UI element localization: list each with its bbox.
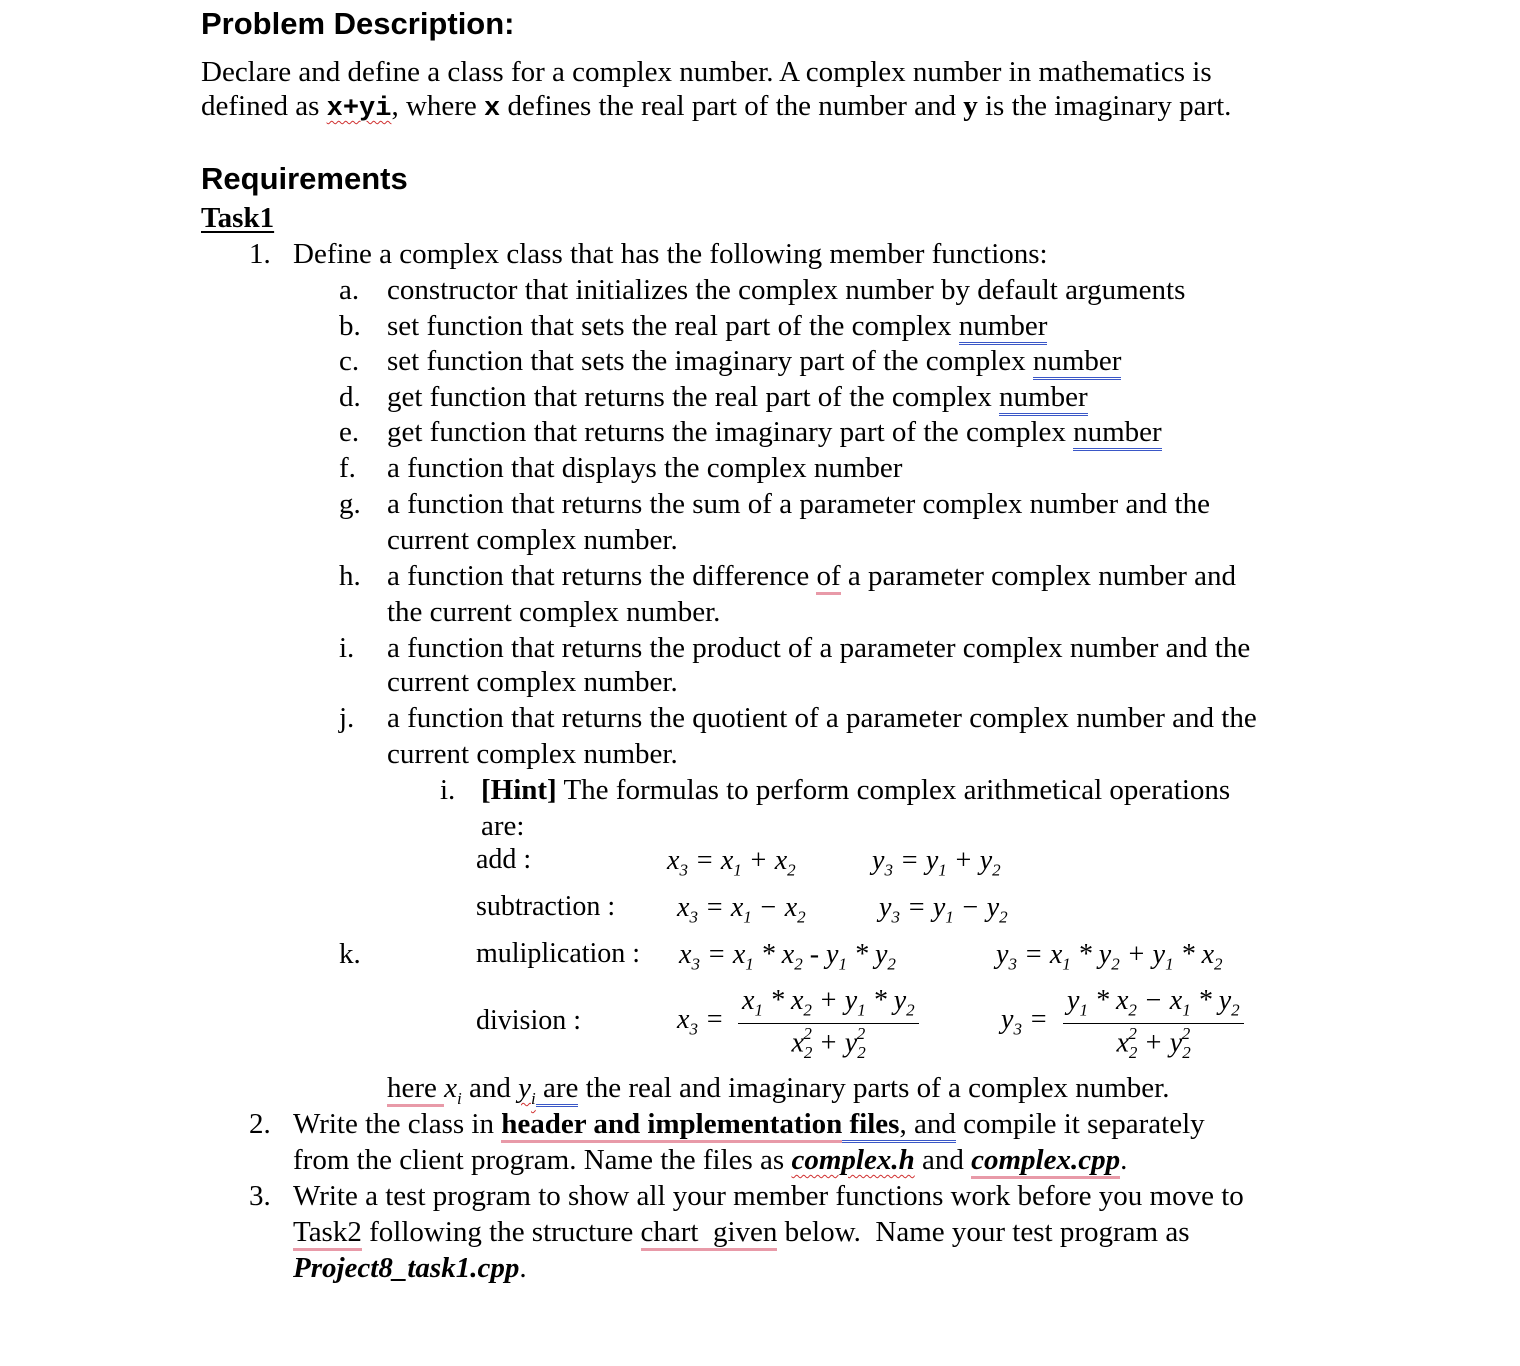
note-yi-sub: i xyxy=(531,1088,536,1108)
item-1-number: 1. xyxy=(249,238,271,270)
subitem-f-letter: f. xyxy=(339,452,356,484)
subitem-c-tail: number xyxy=(1033,345,1122,380)
div-y-lhs: $y_3$ = xyxy=(1001,1004,1048,1039)
item-2-bold: header and implementation xyxy=(501,1108,842,1143)
subitem-b-main: set function that sets the real part of the complex xyxy=(387,310,959,342)
hint-text xyxy=(481,772,1230,808)
item-2-line-2-pre: from the client program. Name the files as xyxy=(293,1144,792,1176)
subitem-c-letter: c. xyxy=(339,345,360,377)
item-2-line-1 xyxy=(293,1106,1205,1142)
div-y-fraction: $\frac{y_1 * x_2 - x_1 * y_2}{x_2^2 + y_2^2}$ xyxy=(1063,985,1244,1063)
hint-number: i. xyxy=(440,774,456,806)
subitem-b-letter: b. xyxy=(339,310,361,342)
item-3-number: 3. xyxy=(249,1180,271,1212)
task1-heading: Task1 xyxy=(201,202,275,234)
code-xyi: x+yi xyxy=(326,94,392,124)
subitem-h-text-2: the current complex number. xyxy=(387,596,721,628)
subitem-h-post: a parameter complex number and xyxy=(840,560,1236,592)
problem-line-2 xyxy=(201,88,1231,127)
subitem-c-text xyxy=(387,343,1121,379)
subitem-d-main: get function that returns the real part of the complex xyxy=(387,381,1000,413)
item-2-comma-and: , and xyxy=(899,1108,955,1143)
item-2-pre: Write the class in xyxy=(293,1108,502,1140)
item-3-line-1: Write a test program to show all your member functions work before you move to xyxy=(293,1180,1244,1212)
problem-heading: Problem Description: xyxy=(201,6,515,41)
subitem-g-letter: g. xyxy=(339,488,361,520)
mul-y-formula: $y_3 = x_1 * y_2 + y_1 * x_2$ xyxy=(996,939,1223,974)
subitem-d-text xyxy=(387,379,1088,415)
subitem-j-text: a function that returns the quotient of a parameter complex number and the xyxy=(387,702,1257,734)
note-and: and xyxy=(461,1072,519,1104)
code-x: x xyxy=(484,94,501,124)
problem-line-1: Declare and define a class for a complex number. A complex number in mathematics is xyxy=(201,56,1212,88)
sub-y-formula: $y_3 = y_1 - y_2$ xyxy=(879,892,1008,927)
add-y-formula: $y_3 = y_1 + y_2$ xyxy=(872,845,1001,880)
requirements-heading: Requirements xyxy=(201,161,408,196)
multiplication-label: muliplication : xyxy=(476,938,641,969)
note-here: here xyxy=(387,1072,444,1107)
subtraction-label: subtraction : xyxy=(476,891,616,922)
note-xi-sub: i xyxy=(457,1088,462,1108)
problem-line-2-pre: defined as xyxy=(201,90,327,122)
file-complex-cpp: complex.cpp xyxy=(971,1144,1120,1179)
item-3-post: below. Name your test program as xyxy=(777,1216,1190,1248)
subitem-j-letter: j. xyxy=(339,702,355,734)
problem-line-2-post: defines the real part of the number and xyxy=(500,90,964,122)
subitem-d-letter: d. xyxy=(339,381,361,413)
item-2-files: files xyxy=(842,1108,899,1143)
subitem-f-text: a function that displays the complex number xyxy=(387,452,903,484)
item-3-mid: following the structure xyxy=(361,1216,641,1248)
subitem-a-text: constructor that initializes the complex number by default arguments xyxy=(387,274,1186,306)
item-3-task2: Task2 xyxy=(293,1216,362,1251)
note-post: the real and imaginary parts of a complex number. xyxy=(578,1072,1170,1104)
add-label: add : xyxy=(476,844,532,875)
item-2-and: and xyxy=(914,1144,972,1176)
test-program-filename: Project8_task1.cpp xyxy=(293,1252,520,1284)
item-3-period: . xyxy=(519,1252,527,1284)
problem-comma: , xyxy=(391,90,399,122)
subitem-e-letter: e. xyxy=(339,416,360,448)
hint-main: The formulas to perform complex arithmetical operations xyxy=(556,774,1231,806)
item-2-number: 2. xyxy=(249,1108,271,1140)
item-2-post: compile it separately xyxy=(955,1108,1205,1140)
subitem-a-letter: a. xyxy=(339,274,360,306)
subitem-j-text-2: current complex number. xyxy=(387,738,678,770)
div-x-fraction: $\frac{x_1 * x_2 + y_1 * y_2}{x_2^2 + y_2^2}$ xyxy=(738,985,919,1063)
subitem-b-tail: number xyxy=(959,310,1048,345)
subitem-d-tail: number xyxy=(999,381,1088,416)
subitem-e-tail: number xyxy=(1073,416,1162,451)
item-2-line-2 xyxy=(293,1142,1127,1178)
sub-x-formula: $x_3 = x_1 - x_2$ xyxy=(677,892,806,927)
hint-label: [Hint] xyxy=(481,774,557,806)
item-3-chart-given: chart given xyxy=(641,1216,778,1251)
note-are: are xyxy=(536,1072,579,1107)
subitem-h-of: of xyxy=(816,560,840,595)
subitem-b-text xyxy=(387,308,1047,344)
subitem-i-text: a function that returns the product of a parameter complex number and the xyxy=(387,632,1251,664)
item-3-line-2 xyxy=(293,1214,1189,1250)
problem-line-2-end: is the imaginary part. xyxy=(977,90,1232,122)
note-yi: y xyxy=(518,1072,532,1104)
subitem-h-letter: h. xyxy=(339,560,361,592)
subitem-e-text xyxy=(387,414,1162,450)
mul-x-formula: $x_3 = x_1 * x_2 - y_1 * y_2$ xyxy=(679,939,896,974)
subitem-c-main: set function that sets the imaginary part of the complex xyxy=(387,345,1033,377)
hint-text-2: are: xyxy=(481,810,525,842)
problem-line-2-mid: where xyxy=(398,90,485,122)
subitem-g-text-2: current complex number. xyxy=(387,524,678,556)
subitem-g-text: a function that returns the sum of a parameter complex number and the xyxy=(387,488,1210,520)
note-xi: x xyxy=(444,1072,458,1104)
div-x-lhs: $x_3$ = xyxy=(677,1004,724,1039)
add-x-formula: $x_3 = x_1 + x_2$ xyxy=(667,845,796,880)
division-label: division : xyxy=(476,1005,582,1036)
subitem-i-text-2: current complex number. xyxy=(387,666,678,698)
subitem-i-letter: i. xyxy=(339,632,355,664)
item-3-line-3 xyxy=(293,1250,527,1286)
item-2-period: . xyxy=(1120,1144,1128,1176)
subitem-h-text xyxy=(387,558,1236,594)
subitem-e-main: get function that returns the imaginary part of the complex xyxy=(387,416,1074,448)
file-complex-h: complex.h xyxy=(791,1144,915,1176)
item-1-text: Define a complex class that has the following member functions: xyxy=(293,238,1048,270)
var-y: y xyxy=(963,90,978,122)
subitem-k-letter: k. xyxy=(339,938,361,970)
subitem-h-pre: a function that returns the difference xyxy=(387,560,817,592)
